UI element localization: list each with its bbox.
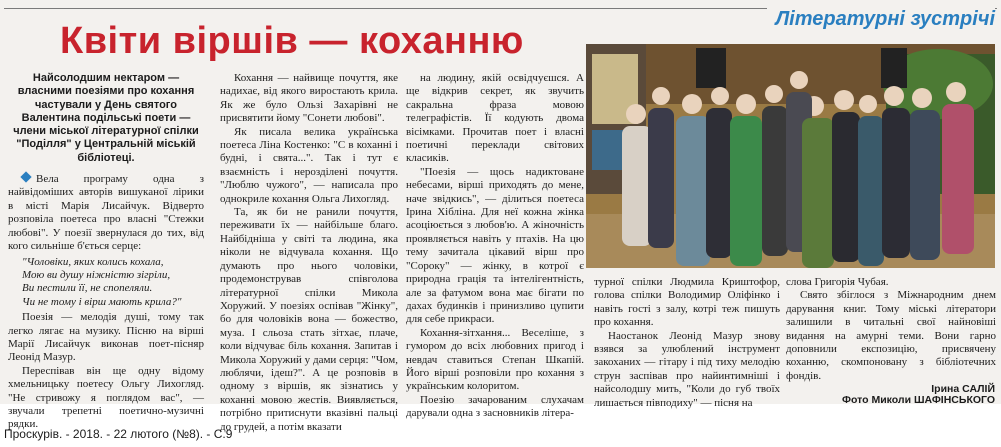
paragraph: Та, як би не ранили почуття, переживати їх — найбільше благо. Найбідніша у світі та людина, яка ніколи не відчувала кохання. Що думають про нього чоловіки, продемонстрував співголова літературної спілки Микола Хоружий. У поезіях оспівав "Жінку", бо для чоловіків вона — божество, муза. І сльоза стать зітхає, плаче, коли відчуває біль кохання. Запитав і Микола Хоружий у дами серця: "Чом, люблячи, ідеш?". А це розповів в одному з віршів, як зізнатись у коханні мовою жестів. Виявляється, потрібно притиснути вказівні пальці до грудей, а потім вказати xyxy=(220,206,398,433)
article-headline: Квіти віршів — коханню xyxy=(60,20,524,62)
group-photo xyxy=(586,44,995,268)
paragraph: слова Григорія Чубая. xyxy=(786,276,889,288)
paragraph: Кохання-зітхання... Веселіше, з гумором до всіх любовних пригод і невдач ставиться Степан Шкапій. Його вірші розповіли про кохання з українським колоритом. xyxy=(406,326,584,393)
source-citation: Проскурів. - 2018. - 22 лютого (№8). - С.9 xyxy=(4,427,233,441)
poem-line: "Чоловіки, яких колись кохала, xyxy=(22,255,164,268)
poem-line: Мою ви душу ніжністю зігріли, xyxy=(22,268,171,281)
paragraph: Переспівав він ще одну відому хмельницьку поетесу Ольгу Лихогляд. "Не стривожу я поглядом вас", — звучали трепетні поетично-музичні рядки. xyxy=(8,364,204,431)
poem-quote xyxy=(8,256,204,310)
poem-line: Чи не тому і вірш мають крила?" xyxy=(22,295,182,308)
author-credit: Ірина САЛІЙ xyxy=(931,383,995,395)
article-lead: Найсолодшим нектаром — власними поезіями про кохання частували у День святого Валентина подільські поети — члени міської літературної спілки "Поділля" у Центральній міській бібліотеці. xyxy=(13,72,199,164)
paragraph: Кохання — найвище почуття, яке надихає, від якого виростають крила. Як же було Ользі Захарівні не присвятити йому "Сонети любові". xyxy=(220,72,398,125)
diamond-marker-icon xyxy=(20,171,31,182)
paragraph xyxy=(8,173,204,253)
column-4 xyxy=(594,276,780,410)
paragraph: Свято збіглося з Міжнародним днем дарування книг. Тому міські літератори залишили в читальні свої найновіші видання на амурні теми. Вони гарно доповнили експозицію, присвячену коханню, скомпоновану з бібліотечних фондів. xyxy=(786,289,996,382)
paragraph: Поезія — мелодія душі, тому так легко лягає на музику. Пісню на вірші Марії Лисайчук виконав поет-пісняр Леонід Мазур. xyxy=(8,311,204,364)
group-photo-image xyxy=(586,44,995,268)
column-5 xyxy=(786,276,996,383)
rubric-title: Літературні зустрічі xyxy=(767,8,995,31)
paragraph: Наостанок Леонід Мазур знову взявся за улюблений інструмент закоханих — гітару і під тиху мелодію струн заспівав про найинтимніші і найсолодшу мить, "Коли до губ твоїх лишається півподиху" — пісня на xyxy=(594,329,780,409)
photo-credit: Фото Миколи ШАФІНСЬКОГО xyxy=(842,394,995,406)
column-1 xyxy=(8,72,204,432)
paragraph: турної спілки Людмила Криштофор, голова спілки Володимир Оліфінко і навіть гості з залу, котрі теж пишуть про кохання. xyxy=(594,276,780,329)
paragraph: Поезію зачарованим слухачам дарували одна з засновників літера- xyxy=(406,393,584,420)
paragraph: "Поезія — щось надиктоване небесами, вірші приходять до мене, наче звідкись", — ділиться поетеса Ірина Хібліна. Для неї кожна жінка асоціюється з любов'ю. А жіночність проявляється навіть у птахів. На цю тему зачитала цікавий вірш про "Сороку" — жінку, в котрої є природна грація та інтелігентність, але за фатумом вона має бігати по дахах будинків і принизливо цупити для себе прикраси. xyxy=(406,165,584,326)
paragraph: Як писала велика українська поетеса Ліна Костенко: "С в коханні і будні, і свята...". Так і тут є взаємність і нерозділені почуття. "Люблю чужого", — написала про однокриле кохання Ольга Лихогляд. xyxy=(220,125,398,205)
paragraph-text: Вела програму одна з найвідоміших авторів вишуканої лірики в місті Марія Лисайчук. Відверто розповіла поетеса про власні "Стежки любові". У поезії звернулася до тих, від кого сильніше б'ється серце: xyxy=(8,173,204,253)
column-2 xyxy=(220,72,398,434)
paragraph: на людину, якій освідчуєшся. А ще відкрив секрет, як звучить сакральна фраза мовою телеграфістів. Її кодують двома вісімками. Прочитав поет і власні поетичні переклади світових класиків. xyxy=(406,72,584,165)
poem-line: Ви пестили її, не спопеляли. xyxy=(22,282,153,295)
column-3 xyxy=(406,72,584,421)
